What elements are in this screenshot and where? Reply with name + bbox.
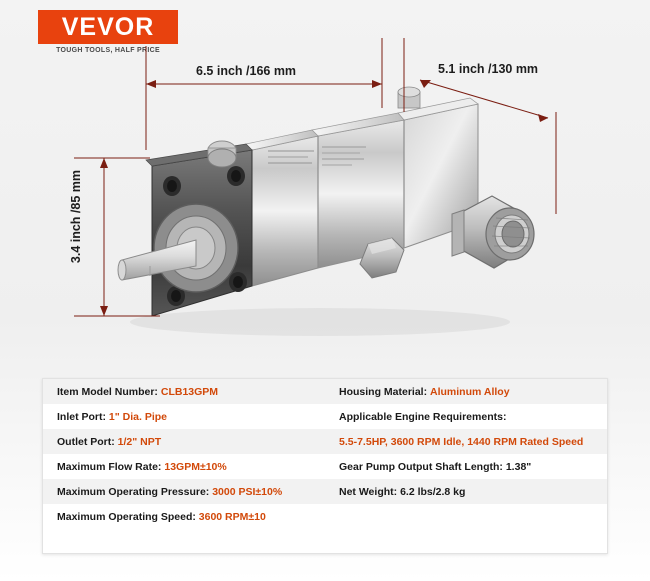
- table-row: [43, 479, 607, 504]
- dimension-width-label: 5.1 inch /130 mm: [438, 62, 539, 76]
- spec-value: 13GPM±10%: [164, 460, 227, 473]
- spec-label: Gear Pump Output Shaft Length:: [339, 460, 503, 473]
- spec-label: Housing Material:: [339, 385, 428, 398]
- spec-label: Net Weight:: [339, 485, 398, 498]
- spec-label: Maximum Operating Pressure:: [57, 485, 210, 498]
- spec-label: Item Model Number:: [57, 385, 158, 398]
- brand-name: VEVOR: [61, 12, 155, 41]
- specifications-card: [42, 378, 608, 554]
- spec-label: Maximum Flow Rate:: [57, 460, 162, 473]
- spec-value: 1/2" NPT: [117, 435, 162, 448]
- table-row: [43, 454, 607, 479]
- table-row: [43, 404, 607, 429]
- table-row: [43, 379, 607, 404]
- brand-tagline: TOUGH TOOLS, HALF PRICE: [56, 47, 160, 54]
- spec-value: 3000 PSI±10%: [212, 485, 283, 498]
- spec-label: Applicable Engine Requirements:: [339, 410, 507, 423]
- dimension-height-label: 3.4 inch /85 mm: [69, 170, 83, 264]
- table-row: [43, 504, 607, 529]
- table-row: [43, 429, 607, 454]
- spec-value: Aluminum Alloy: [430, 385, 510, 398]
- spec-label: Maximum Operating Speed:: [57, 510, 196, 523]
- spec-value: 5.5-7.5HP, 3600 RPM Idle, 1440 RPM Rated Speed: [339, 435, 584, 448]
- spec-label: Inlet Port:: [57, 410, 106, 423]
- spec-value: 6.2 lbs/2.8 kg: [400, 485, 466, 498]
- spec-value: 1.38": [505, 460, 532, 473]
- spec-label: Outlet Port:: [57, 435, 115, 448]
- specifications-table: [43, 379, 607, 529]
- spec-value: 1" Dia. Pipe: [108, 410, 168, 423]
- spec-value: 3600 RPM±10: [198, 510, 266, 523]
- spec-value: CLB13GPM: [160, 385, 219, 398]
- dimension-length-label: 6.5 inch /166 mm: [196, 64, 297, 78]
